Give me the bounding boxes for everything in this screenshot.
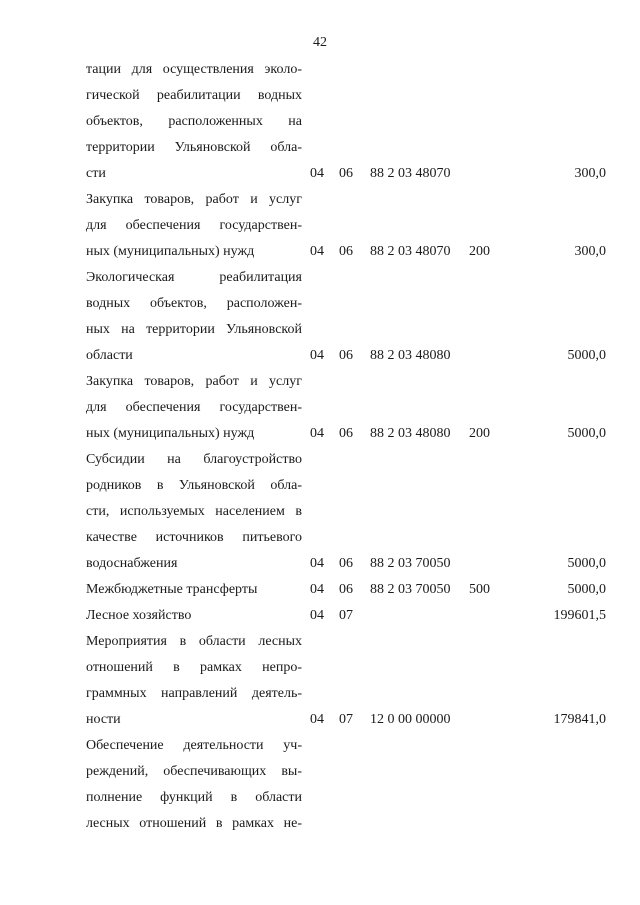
target-article-code: 88 2 03 48070 bbox=[370, 166, 451, 181]
row-name-line: полнение функций в области bbox=[86, 790, 302, 805]
row-name-line: для обеспечения государствен- bbox=[86, 218, 302, 233]
target-article-code: 88 2 03 48080 bbox=[370, 348, 451, 363]
row-name-line: для обеспечения государствен- bbox=[86, 400, 302, 415]
table-row bbox=[0, 577, 640, 603]
row-name-line: Межбюджетные трансферты bbox=[86, 582, 258, 597]
row-name-line: сти bbox=[86, 166, 106, 181]
row-name bbox=[86, 369, 302, 447]
row-name-line: Субсидии на благоустройство bbox=[86, 452, 302, 467]
section-code: 04 bbox=[310, 244, 324, 259]
amount: 199601,5 bbox=[553, 608, 606, 623]
table-row bbox=[0, 733, 640, 837]
budget-table bbox=[0, 57, 640, 837]
row-name-line: водных объектов, расположен- bbox=[86, 296, 302, 311]
row-name bbox=[86, 57, 302, 187]
row-name-line: ных (муниципальных) нужд bbox=[86, 244, 255, 259]
row-name-line: ных (муниципальных) нужд bbox=[86, 426, 255, 441]
row-name-line: тации для осуществления эколо- bbox=[86, 62, 302, 77]
amount: 5000,0 bbox=[567, 426, 606, 441]
table-row bbox=[0, 57, 640, 187]
subsection-code: 06 bbox=[339, 244, 353, 259]
amount: 5000,0 bbox=[567, 556, 606, 571]
amount: 5000,0 bbox=[567, 348, 606, 363]
row-name-line: реждений, обеспечивающих вы- bbox=[86, 764, 302, 779]
subsection-code: 06 bbox=[339, 582, 353, 597]
table-row bbox=[0, 629, 640, 733]
page-number: 42 bbox=[313, 35, 327, 50]
amount: 300,0 bbox=[574, 244, 606, 259]
row-name bbox=[86, 603, 302, 629]
table-row bbox=[0, 369, 640, 447]
row-name bbox=[86, 733, 302, 837]
row-name-line: отношений в рамках непро- bbox=[86, 660, 302, 675]
table-row bbox=[0, 187, 640, 265]
row-name-line: сти, используемых населением в bbox=[86, 504, 302, 519]
section-code: 04 bbox=[310, 426, 324, 441]
amount: 300,0 bbox=[574, 166, 606, 181]
subsection-code: 06 bbox=[339, 166, 353, 181]
subsection-code: 06 bbox=[339, 426, 353, 441]
row-name-line: области bbox=[86, 348, 133, 363]
row-name-line: Экологическая реабилитация bbox=[86, 270, 302, 285]
subsection-code: 06 bbox=[339, 556, 353, 571]
row-name-line: ности bbox=[86, 712, 121, 727]
row-name-line: качестве источников питьевого bbox=[86, 530, 302, 545]
amount: 179841,0 bbox=[553, 712, 606, 727]
amount: 5000,0 bbox=[567, 582, 606, 597]
expense-type-code: 200 bbox=[469, 244, 490, 259]
row-name-line: Закупка товаров, работ и услуг bbox=[86, 192, 302, 207]
row-name-line: гической реабилитации водных bbox=[86, 88, 302, 103]
section-code: 04 bbox=[310, 608, 324, 623]
target-article-code: 12 0 00 00000 bbox=[370, 712, 451, 727]
row-name-line: водоснабжения bbox=[86, 556, 178, 571]
row-name-line: Мероприятия в области лесных bbox=[86, 634, 302, 649]
target-article-code: 88 2 03 70050 bbox=[370, 556, 451, 571]
subsection-code: 06 bbox=[339, 348, 353, 363]
section-code: 04 bbox=[310, 348, 324, 363]
row-name-line: территории Ульяновской обла- bbox=[86, 140, 302, 155]
row-name-line: граммных направлений деятель- bbox=[86, 686, 302, 701]
target-article-code: 88 2 03 48070 bbox=[370, 244, 451, 259]
section-code: 04 bbox=[310, 712, 324, 727]
row-name-line: Закупка товаров, работ и услуг bbox=[86, 374, 302, 389]
row-name bbox=[86, 447, 302, 577]
row-name-line: Обеспечение деятельности уч- bbox=[86, 738, 302, 753]
expense-type-code: 200 bbox=[469, 426, 490, 441]
table-row bbox=[0, 265, 640, 369]
target-article-code: 88 2 03 48080 bbox=[370, 426, 451, 441]
row-name-line: ных на территории Ульяновской bbox=[86, 322, 302, 337]
row-name-line: Лесное хозяйство bbox=[86, 608, 192, 623]
target-article-code: 88 2 03 70050 bbox=[370, 582, 451, 597]
row-name bbox=[86, 265, 302, 369]
subsection-code: 07 bbox=[339, 608, 353, 623]
row-name-line: родников в Ульяновской обла- bbox=[86, 478, 302, 493]
row-name bbox=[86, 187, 302, 265]
row-name-line: лесных отношений в рамках не- bbox=[86, 816, 302, 831]
row-name bbox=[86, 629, 302, 733]
expense-type-code: 500 bbox=[469, 582, 490, 597]
section-code: 04 bbox=[310, 166, 324, 181]
section-code: 04 bbox=[310, 556, 324, 571]
row-name bbox=[86, 577, 302, 603]
subsection-code: 07 bbox=[339, 712, 353, 727]
table-row bbox=[0, 603, 640, 629]
table-row bbox=[0, 447, 640, 577]
section-code: 04 bbox=[310, 582, 324, 597]
row-name-line: объектов, расположенных на bbox=[86, 114, 302, 129]
